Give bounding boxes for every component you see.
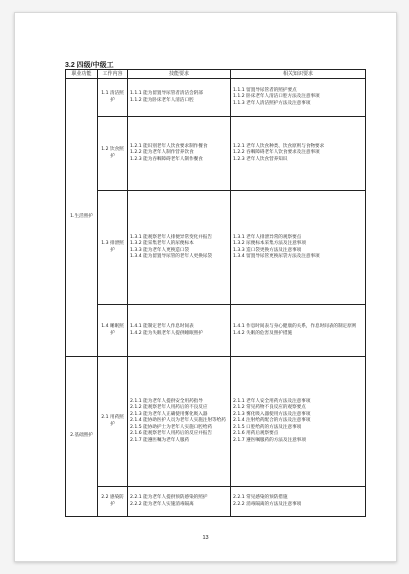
knowledge-item: 1.3.1 老年人排泄异常的观察要点 [233,234,302,240]
skill-cell [128,305,231,357]
skill-cell [128,357,231,487]
skill-item: 2.1.4 能协助医护人员为老年人实施注射等给药 [130,418,226,424]
knowledge-item: 1.2.2 吞咽障碍老年人饮食要求及注意事项 [233,150,320,156]
skill-cell [128,79,231,117]
knowledge-item: 1.3.4 留置导尿管更换尿袋方法及注意事项 [233,253,320,259]
table-row [66,117,366,191]
header-skill: 技能要求 [128,70,231,79]
content-cell: 2.1 用药照护 [98,357,128,487]
knowledge-item: 2.1.6 用药后观察要点 [233,431,279,437]
knowledge-cell [231,191,366,305]
page-number: 13 [202,535,209,541]
knowledge-item: 1.1.2 卧床老年人清洁口腔方法及注意事项 [233,94,320,100]
skill-item: 2.1.3 能为老年人正确使用雾化吸入器 [130,411,208,417]
header-knowledge: 相关知识要求 [231,70,366,79]
knowledge-cell [231,487,366,517]
table-row [66,487,366,517]
knowledge-item: 2.1.7 遵医嘱服药的方法及注意事项 [233,437,306,443]
header-content: 工作内容 [98,70,128,79]
knowledge-item: 2.1.3 雾化吸入器使用方法及注意事项 [233,411,311,417]
knowledge-item: 2.1.1 老年人安全用药方法及注意事项 [233,399,311,405]
content-cell: 1.1 清洁照护 [98,79,128,117]
function-cell: 1.生活照护 [66,79,98,357]
skill-cell [128,117,231,191]
knowledge-cell [231,79,366,117]
knowledge-item: 2.1.5 口腔给药的方法及注意事项 [233,424,302,430]
skill-item: 2.1.1 能为老年人提供安全用药指导 [130,399,203,405]
header-function: 职业功能 [66,70,98,79]
knowledge-item: 1.1.1 留置导尿管者的照护要点 [233,87,297,93]
knowledge-item: 2.1.2 常见药物不良反应的观察要点 [233,405,306,411]
knowledge-item: 1.4.1 作息时间表与身心健康的关系，作息时间表的制定原则 [233,324,357,330]
skill-item: 1.3.3 能为老年人更换造口袋 [130,247,190,253]
knowledge-item: 1.2.1 老年人饮食种类、饮食原则与食物要求 [233,143,325,149]
knowledge-item: 1.1.3 老年人清洁照护方法及注意事项 [233,100,311,106]
content-cell: 2.2 感染防护 [98,487,128,517]
skill-item: 1.4.1 能制定老年人作息时间表 [130,324,194,330]
knowledge-item: 1.4.2 失眠的危害及照护措施 [233,330,293,336]
skill-item: 1.3.1 能观察老年人排便异常变化并报告 [130,234,213,240]
table-row [66,305,366,357]
knowledge-item: 1.3.3 造口袋更换方法及注意事项 [233,247,302,253]
skill-item: 1.2.1 能识别老年人饮食要求制作餐食 [130,143,208,149]
skill-item: 2.2.1 能为老年人提供预防感染的照护 [130,495,208,501]
skill-cell [128,191,231,305]
table-header-row [66,70,366,79]
skill-item: 1.1.2 能为卧床老年人清洁口腔 [130,97,194,103]
knowledge-item: 2.2.2 消毒隔离的方法及注意事项 [233,501,302,507]
knowledge-item: 1.3.2 尿便标本采集方法及注意事项 [233,241,306,247]
skill-item: 2.1.2 能观察老年人用药后的不良反应 [130,405,208,411]
knowledge-item: 1.2.3 老年人饮食营养知识 [233,156,288,162]
skill-item: 1.3.4 能为留置导尿管的老年人更换尿袋 [130,253,213,259]
content-cell: 1.4 睡眠照护 [98,305,128,357]
skill-item: 1.1.1 能为留置导尿管者清洁会阴部 [130,91,203,97]
knowledge-cell [231,357,366,487]
table-row [66,357,366,487]
function-cell: 2.基础照护 [66,357,98,517]
table-row [66,79,366,117]
content-cell: 1.2 饮食照护 [98,117,128,191]
knowledge-cell [231,305,366,357]
section-title: 3.2 四级/中级工 [65,62,114,69]
skill-item: 1.3.2 能采集老年人的尿便标本 [130,241,194,247]
skill-item: 2.2.2 能为老年人实施消毒隔离 [130,501,194,507]
skill-item: 1.2.2 能为老年人制作营养饮食 [130,150,194,156]
skill-item: 2.1.5 能协助护士为老年人实施口腔给药 [130,424,213,430]
content-cell: 1.3 排泄照护 [98,191,128,305]
knowledge-item: 2.2.1 常见感染的预防措施 [233,495,288,501]
knowledge-item: 2.1.4 注射给药配合的方法及注意事项 [233,418,311,424]
document-page [14,12,397,562]
skill-item: 2.1.7 能遵医嘱为老年人服药 [130,437,190,443]
table-row [66,191,366,305]
standards-table [65,69,366,517]
knowledge-cell [231,117,366,191]
skill-item: 1.4.2 能为失眠老年人提供睡眠照护 [130,330,203,336]
skill-item: 2.1.6 能观察老年人用药后的反应并报告 [130,431,213,437]
skill-item: 1.2.3 能为吞咽障碍老年人制作餐食 [130,156,203,162]
skill-cell [128,487,231,517]
